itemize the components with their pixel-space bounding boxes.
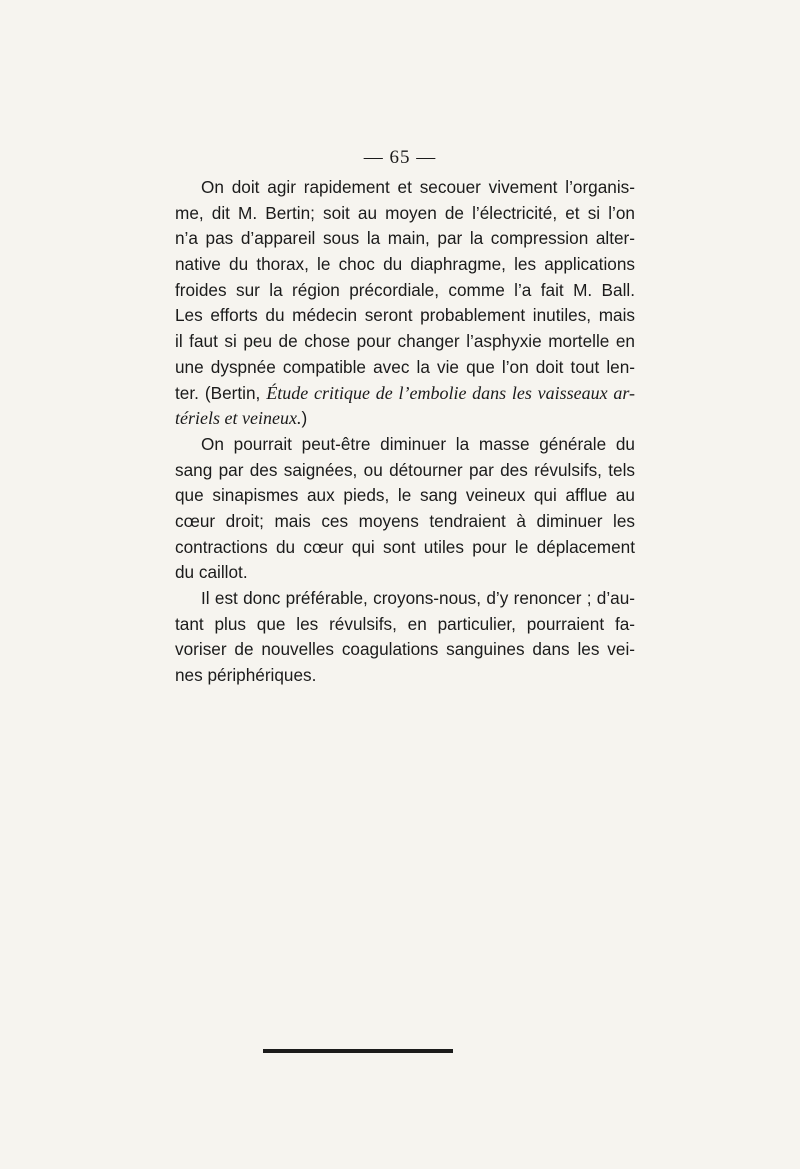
text-line: que sinapismes aux pieds, le sang veineux qui afflue au — [175, 485, 635, 506]
body-text — [175, 175, 635, 689]
citation-title: Étude critique de l’embolie dans les vaisseaux ar- — [266, 382, 635, 403]
text-line: me, dit M. Bertin; soit au moyen de l’électricité, et si l’on — [175, 202, 635, 223]
text-line: contractions du cœur qui sont utiles pour le déplacement — [175, 536, 635, 557]
text-line: native du thorax, le choc du diaphragme, les applications — [175, 254, 635, 275]
text-line: une dyspnée compatible avec la vie que l’on doit tout len- — [175, 356, 635, 377]
citation-line — [175, 406, 635, 432]
text-line: n’a pas d’appareil sous la main, par la compression alter- — [175, 228, 635, 249]
text-line: On doit agir rapidement et secouer vivement l’organis- — [201, 177, 635, 197]
citation-prefix: ter. (Bertin, — [175, 382, 267, 403]
text-line: du caillot. — [175, 562, 248, 583]
text-line: On pourrait peut-être diminuer la masse générale du — [201, 433, 635, 454]
text-line: voriser de nouvelles coagulations sanguines dans les vei- — [175, 639, 635, 660]
text-line: cœur droit; mais ces moyens tendraient à diminuer les — [175, 510, 635, 531]
citation-suffix: ) — [301, 408, 308, 429]
text-line: Il est donc préférable, croyons-nous, d’y renoncer ; d’au- — [201, 588, 635, 608]
page-number: — 65 — — [363, 147, 437, 168]
text-line: il faut si peu de chose pour changer l’asphyxie mortelle en — [175, 331, 635, 352]
citation-line — [175, 381, 635, 407]
text-line: froides sur la région précordiale, comme l’a fait M. Ball. — [175, 279, 635, 300]
text-line: Les efforts du médecin seront probablement inutiles, mais — [175, 305, 635, 326]
end-rule — [263, 1049, 453, 1053]
citation-title-end: tériels et veineux. — [175, 408, 302, 429]
text-line: tant plus que les révulsifs, en particulier, pourraient fa- — [175, 613, 635, 634]
text-line: sang par des saignées, ou détourner par des révulsifs, tels — [175, 459, 635, 480]
text-line: nes périphériques. — [175, 665, 317, 686]
